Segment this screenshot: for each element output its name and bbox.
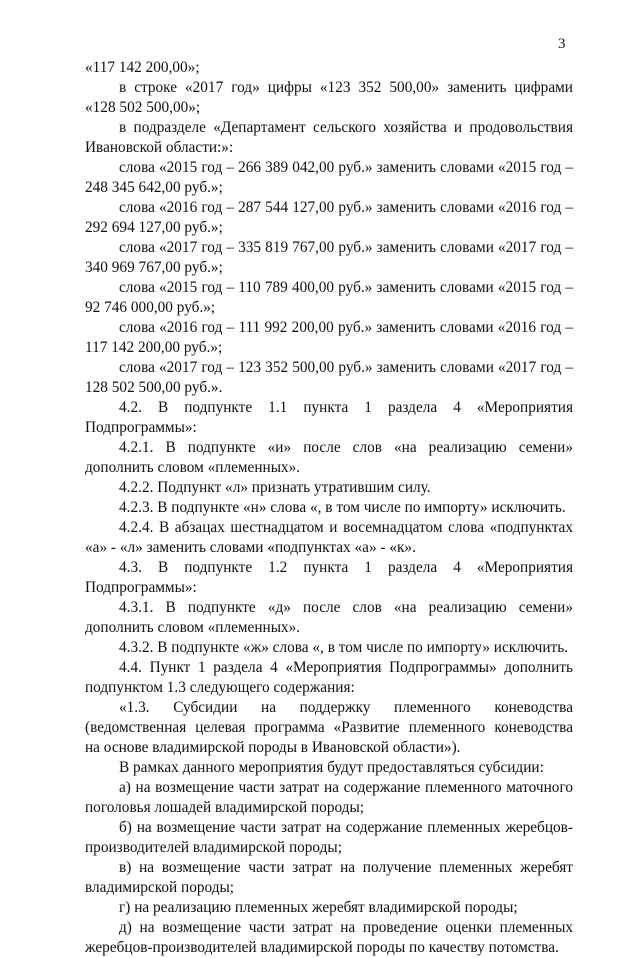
- text-line: Ивановской области:»:: [85, 139, 234, 156]
- text-line: на основе владимирской породы в Ивановской области»).: [85, 739, 461, 756]
- text-line: поголовья лошадей владимирской породы;: [85, 799, 364, 816]
- text-line: (ведомственная целевая программа «Развитие племенного коневодства: [85, 719, 573, 736]
- page-number: 3: [558, 36, 566, 52]
- text-line: «117 142 200,00»;: [85, 59, 200, 76]
- text-line: слова «2017 год – 123 352 500,00 руб.» заменить словами «2017 год –: [119, 359, 573, 376]
- text-line: 4.2. В подпункте 1.1 пункта 1 раздела 4 «Мероприятия: [119, 399, 573, 416]
- text-line: в строке «2017 год» цифры «123 352 500,00» заменить цифрами: [119, 79, 573, 96]
- text-line: 4.3.1. В подпункте «д» после слов «на реализацию семени»: [119, 599, 573, 616]
- text-line: подпунктом 1.3 следующего содержания:: [85, 679, 355, 696]
- text-line: производителей владимирской породы;: [85, 839, 342, 856]
- text-line: дополнить словом «племенных».: [85, 619, 301, 636]
- text-line: 4.2.1. В подпункте «и» после слов «на реализацию семени»: [119, 439, 573, 456]
- text-line: б) на возмещение части затрат на содержание племенных жеребцов-: [119, 819, 573, 836]
- text-line: Подпрограммы»:: [85, 579, 197, 596]
- text-line: 117 142 200,00 руб.»;: [85, 339, 223, 356]
- text-line: 4.3. В подпункте 1.2 пункта 1 раздела 4 «Мероприятия: [119, 559, 573, 576]
- text-line: 292 694 127,00 руб.»;: [85, 219, 223, 236]
- text-line: 4.2.4. В абзацах шестнадцатом и восемнадцатом слова «подпунктах: [119, 519, 573, 536]
- text-line: 340 969 767,00 руб.»;: [85, 259, 223, 276]
- text-line: д) на возмещение части затрат на проведение оценки племенных: [119, 919, 573, 936]
- text-line: слова «2015 год – 110 789 400,00 руб.» заменить словами «2015 год –: [119, 279, 573, 296]
- text-line: 92 746 000,00 руб.»;: [85, 299, 216, 316]
- text-line: В рамках данного мероприятия будут предоставляться субсидии:: [119, 759, 544, 776]
- text-line: «128 502 500,00»;: [85, 99, 201, 116]
- text-line: «1.3. Субсидии на поддержку племенного коневодства: [119, 699, 573, 716]
- text-line: 4.2.3. В подпункте «н» слова «, в том числе по импорту» исключить.: [119, 499, 566, 516]
- text-line: в) на возмещение части затрат на получение племенных жеребят: [119, 859, 573, 876]
- text-line: слова «2015 год – 266 389 042,00 руб.» заменить словами «2015 год –: [119, 159, 573, 176]
- text-line: 248 345 642,00 руб.»;: [85, 179, 223, 196]
- text-line: г) на реализацию племенных жеребят владимирской породы;: [119, 899, 518, 916]
- text-line: слова «2017 год – 335 819 767,00 руб.» заменить словами «2017 год –: [119, 239, 573, 256]
- text-line: «а» - «л» заменить словами «подпунктах «а» - «к».: [85, 539, 416, 556]
- text-line: 4.3.2. В подпункте «ж» слова «, в том числе по импорту» исключить.: [119, 639, 569, 656]
- text-line: 4.4. Пункт 1 раздела 4 «Мероприятия Подпрограммы» дополнить: [119, 659, 573, 676]
- text-line: в подразделе «Департамент сельского хозяйства и продовольствия: [119, 119, 573, 136]
- text-line: владимирской породы;: [85, 879, 235, 896]
- text-line: Подпрограммы»:: [85, 419, 197, 436]
- text-line: слова «2016 год – 111 992 200,00 руб.» заменить словами «2016 год –: [119, 319, 573, 336]
- text-line: 4.2.2. Подпункт «л» признать утратившим силу.: [119, 479, 431, 496]
- text-line: дополнить словом «племенных».: [85, 459, 301, 476]
- text-line: а) на возмещение части затрат на содержание племенного маточного: [119, 779, 573, 796]
- text-line: слова «2016 год – 287 544 127,00 руб.» заменить словами «2016 год –: [119, 199, 573, 216]
- text-line: жеребцов-производителей владимирской породы по качеству потомства.: [85, 939, 559, 956]
- text-line: 128 502 500,00 руб.».: [85, 379, 223, 396]
